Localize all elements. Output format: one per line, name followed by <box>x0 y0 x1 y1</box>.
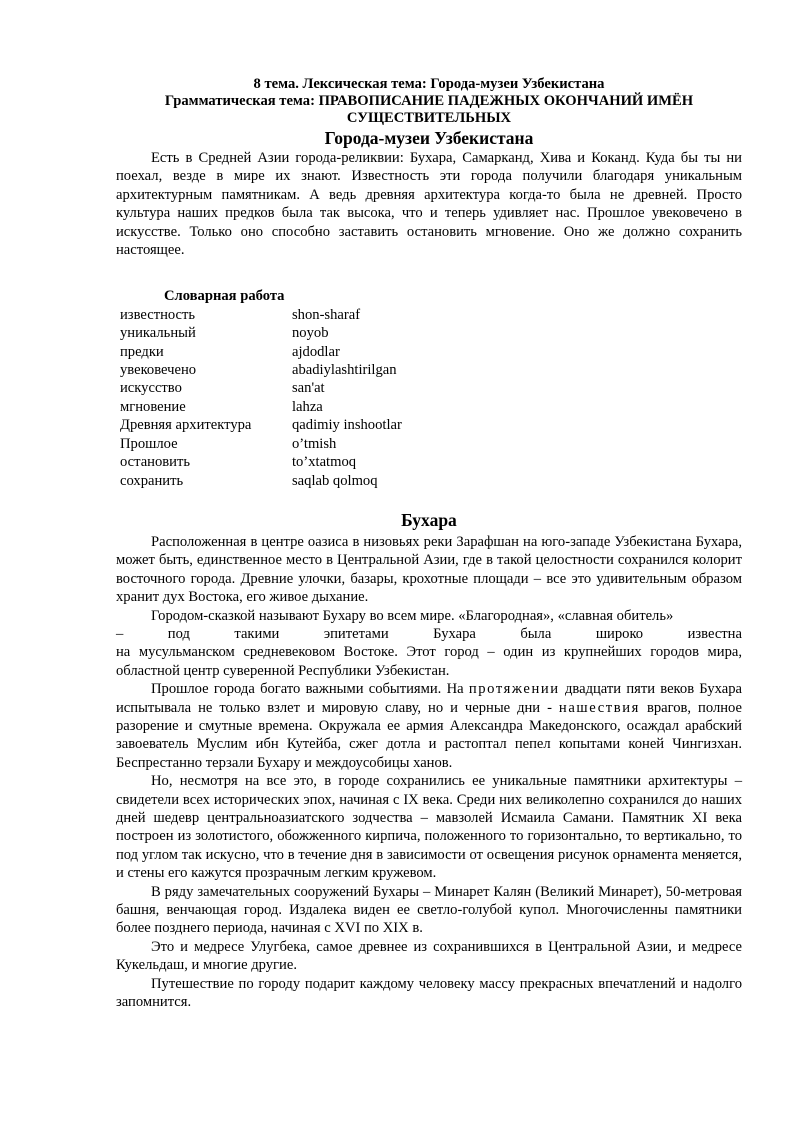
section-title-museum-cities: Города-музеи Узбекистана <box>324 128 534 148</box>
vocabulary-uzbek-term: shon-sharaf <box>292 306 361 323</box>
p3-spaced-word-2: нашествия <box>558 699 640 716</box>
vocabulary-row <box>116 398 402 416</box>
intro-paragraph: Есть в Средней Азии города-реликвии: Бухара, Самарканд, Хива и Коканд. Куда бы ты ни поехал, везде в мире их знают. Известность эти города получили благодаря уникальным архитектурным памятникам. А ведь древняя архитектура когда-то была не древней. Просто культура наших предков была так высока, что и теперь удивляет нас. Прошлое увековечено в искусстве. Только оно способно заставить остановить мгновение. Оно же должно сохранить настоящее. <box>116 150 742 259</box>
justified-word: эпитетами <box>323 625 389 642</box>
bukhara-paragraph-5: В ряду замечательных сооружений Бухары – Минарет Калян (Великий Минарет), 50-метровая башня, венчающая город. Издалека виден ее светло-голубой купол. Многочисленны памятники более позднего периода, начиная с XVI по XIX в. <box>116 883 742 937</box>
vocabulary-row <box>116 343 402 361</box>
vocabulary-russian-term: мгновение <box>120 398 186 415</box>
vocabulary-uzbek-term: to’xtatmoq <box>292 454 357 471</box>
vocabulary-row <box>116 416 402 434</box>
bukhara-paragraph-2-line1: Городом-сказкой называют Бухару во всем мире. «Благородная», «славная обитель» <box>151 607 674 624</box>
justified-word: под <box>167 625 190 642</box>
vocabulary-russian-term: предки <box>120 343 164 360</box>
vocabulary-russian-term: сохранить <box>120 472 184 489</box>
bukhara-paragraph-3 <box>116 680 742 772</box>
vocabulary-russian-term: известность <box>120 306 196 323</box>
bukhara-paragraph-6: Это и медресе Улугбека, самое древнее из сохранившихся в Центральной Азии, и медресе Кукельдаш, и многие другие. <box>116 938 742 974</box>
vocabulary-row <box>116 306 402 324</box>
p3-text-b: двадцати пяти веков Бухара испытывала не только взлет и мировую славу, но и черные дни - <box>116 681 742 716</box>
justified-word: – <box>116 625 124 642</box>
p3-spaced-word-1: протяжении <box>468 681 560 698</box>
p3-text-a: Прошлое города богато важными событиями. На <box>151 681 469 698</box>
document-page <box>116 76 742 1011</box>
vocabulary-russian-term: увековечено <box>120 362 197 379</box>
vocabulary-row <box>116 379 402 397</box>
vocabulary-row <box>116 453 402 471</box>
bukhara-paragraph-2-justified-line <box>116 625 742 643</box>
justified-word: известна <box>687 625 742 642</box>
topic-heading: 8 тема. Лексическая тема: Города-музеи Узбекистана <box>253 76 605 92</box>
vocabulary-russian-term: уникальный <box>120 325 196 342</box>
vocabulary-row <box>116 361 402 379</box>
grammar-heading-cont: СУЩЕСТВИТЕЛЬНЫХ <box>346 110 512 126</box>
justified-word: такими <box>234 625 280 642</box>
vocabulary-uzbek-term: abadiylashtirilgan <box>292 362 397 379</box>
vocabulary-uzbek-term: san'at <box>292 380 325 397</box>
vocabulary-uzbek-term: ajdodlar <box>292 343 340 360</box>
bukhara-paragraph-4: Но, несмотря на все это, в городе сохранились ее уникальные памятники архитектуры – свидетели всех исторических эпох, начиная с IX века. Среди них великолепно сохранился до наших дней шедевр центральноазиатского зодчества – мавзолей Исмаила Самани. Памятник XI века построен из золотистого, обожженного кирпича, положенного то горизонтально, то вертикально, то под углом так искусно, что в течение дня в зависимости от освещения рисунок орнамента меняется, и стены его кажутся прозрачным легким кружевом. <box>116 773 742 882</box>
grammar-heading: Грамматическая тема: ПРАВОПИСАНИЕ ПАДЕЖНЫХ ОКОНЧАНИЙ ИМЁН <box>164 93 694 109</box>
justified-word: была <box>520 625 552 642</box>
justified-word: широко <box>595 625 644 642</box>
vocabulary-russian-term: Прошлое <box>120 435 178 452</box>
bukhara-paragraph-2-rest: на мусульманском средневековом Востоке. Этот город – один из крупнейших городов мира, областной центр суверенной Республики Узбекистан. <box>116 644 742 679</box>
vocabulary-uzbek-term: o’tmish <box>292 435 337 452</box>
p3-text-c: врагов, полное разорение и смутные времена. Окружала ее армия Александра Македонского, осаждал арабский завоеватель Муслим ибн Кутейба, сжег дотла и растоптал пепел копытами коней Чингизхан. Беспрестанно терзали Бухару и междоусобицы ханов. <box>116 699 742 771</box>
vocabulary-russian-term: остановить <box>120 454 191 471</box>
bukhara-paragraph-7: Путешествие по городу подарит каждому человеку массу прекрасных впечатлений и надолго запомнится. <box>116 975 742 1011</box>
bukhara-paragraph-1: Расположенная в центре оазиса в низовьях реки Зарафшан на юго-западе Узбекистана Бухара, может быть, единственное место в Центральной Азии, где в такой целостности сохранился колорит восточного города. Древние улочки, базары, крохотные площади – все это удивительным образом хранит дух Востока, его живое дыхание. <box>116 533 742 606</box>
vocabulary-uzbek-term: noyob <box>292 325 329 342</box>
vocabulary-uzbek-term: lahza <box>292 398 323 415</box>
vocabulary-russian-term: Древняя архитектура <box>120 417 252 434</box>
vocabulary-uzbek-term: saqlab qolmoq <box>292 472 378 489</box>
vocabulary-row <box>116 324 402 342</box>
vocabulary-russian-term: искусство <box>120 380 182 397</box>
vocabulary-uzbek-term: qadimiy inshootlar <box>292 417 402 434</box>
justified-word: Бухара <box>433 625 476 642</box>
section-title-bukhara: Бухара <box>401 509 457 530</box>
vocabulary-row <box>116 435 402 453</box>
vocabulary-heading: Словарная работа <box>164 288 285 305</box>
vocabulary-row <box>116 472 402 490</box>
vocabulary-table <box>116 306 402 490</box>
